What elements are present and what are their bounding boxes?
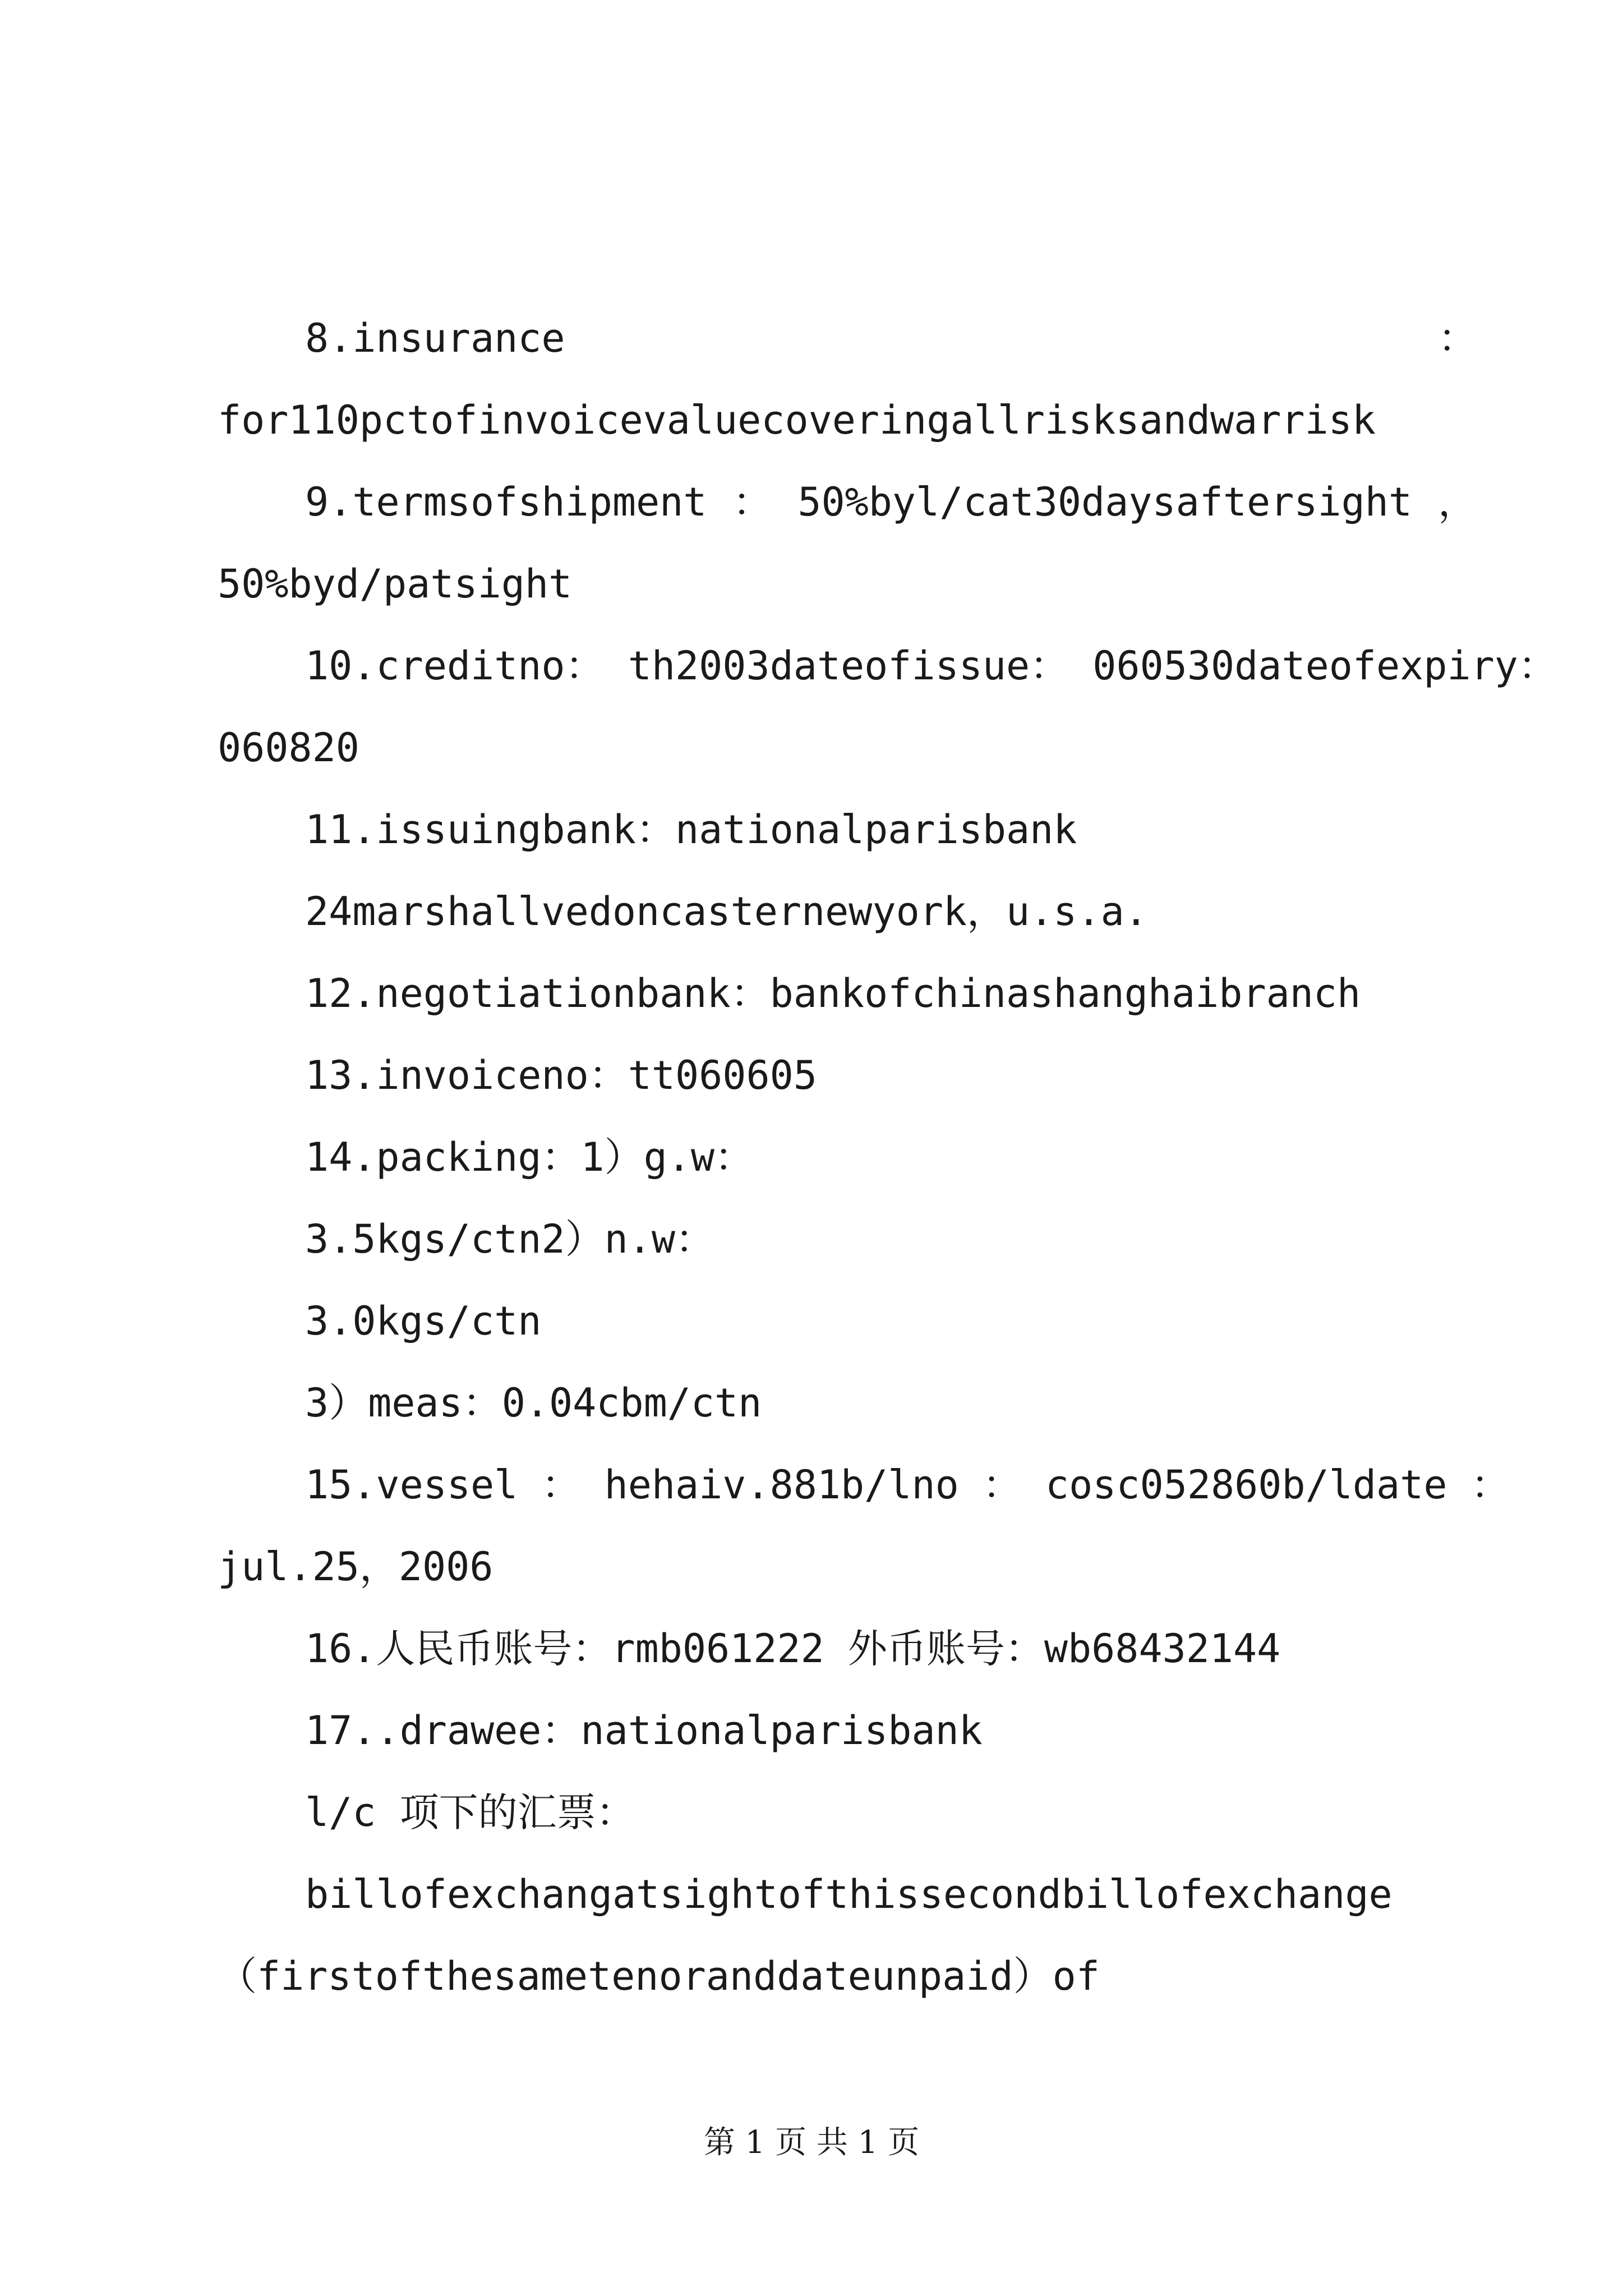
line-packing-nw: 3.0kgs/ctn bbox=[305, 1298, 542, 1344]
insurance-colon: ： bbox=[1438, 315, 1477, 361]
line-bill-of-exchange: billofexchangatsightofthissecondbillofexchange bbox=[305, 1871, 1393, 1917]
terms-label: 9.termsofshipment bbox=[305, 479, 707, 525]
terms-colon: ： bbox=[732, 479, 772, 525]
line-packing-meas: 3）meas：0.04cbm/ctn bbox=[305, 1380, 762, 1426]
line-issuing-bank: 11.issuingbank：nationalparisbank bbox=[305, 807, 1077, 853]
line-negotiation-bank: 12.negotiationbank：bankofchinashanghaibranch bbox=[305, 970, 1361, 1016]
terms-comma: ， bbox=[1438, 479, 1477, 525]
line-insurance bbox=[218, 297, 1477, 379]
line-terms-of-shipment bbox=[218, 461, 1477, 543]
line-accounts: 16.人民币账号：rmb061222 外币账号：wb68432144 bbox=[305, 1626, 1281, 1672]
line-expiry-date: 060820 bbox=[218, 725, 359, 771]
line-insurance-value: for110pctofinvoicevaluecoveringallrisksandwarrisk bbox=[218, 397, 1376, 443]
line-invoice-no: 13.invoiceno：tt060605 bbox=[305, 1052, 817, 1098]
line-drawee: 17..drawee：nationalparisbank bbox=[305, 1708, 983, 1754]
line-packing-gw: 3.5kgs/ctn2）n.w： bbox=[305, 1216, 715, 1262]
terms-value: 50%byl/cat30daysaftersight bbox=[797, 479, 1413, 525]
line-lc-draft-heading: l/c 项下的汇票： bbox=[305, 1789, 635, 1835]
line-terms-continued: 50%byd/patsight bbox=[218, 561, 573, 607]
line-bill-of-exchange-continued: （firstofthesametenoranddateunpaid）of bbox=[218, 1953, 1100, 1999]
line-packing: 14.packing：1）g.w： bbox=[305, 1134, 754, 1180]
insurance-label: 8.insurance bbox=[305, 315, 565, 361]
document-body bbox=[218, 297, 1557, 2017]
line-bl-date: jul.25，2006 bbox=[218, 1544, 494, 1590]
page-footer: 第 1 页 共 1 页 bbox=[703, 2124, 920, 2161]
line-credit-no: 10.creditno： th2003dateofissue： 060530dateofexpiry： bbox=[305, 643, 1557, 689]
line-vessel: 15.vessel ： hehaiv.881b/lno ： cosc052860b/ldate ： bbox=[305, 1462, 1510, 1508]
line-issuing-bank-address: 24marshallvedoncasternewyork，u.s.a. bbox=[305, 889, 1148, 935]
